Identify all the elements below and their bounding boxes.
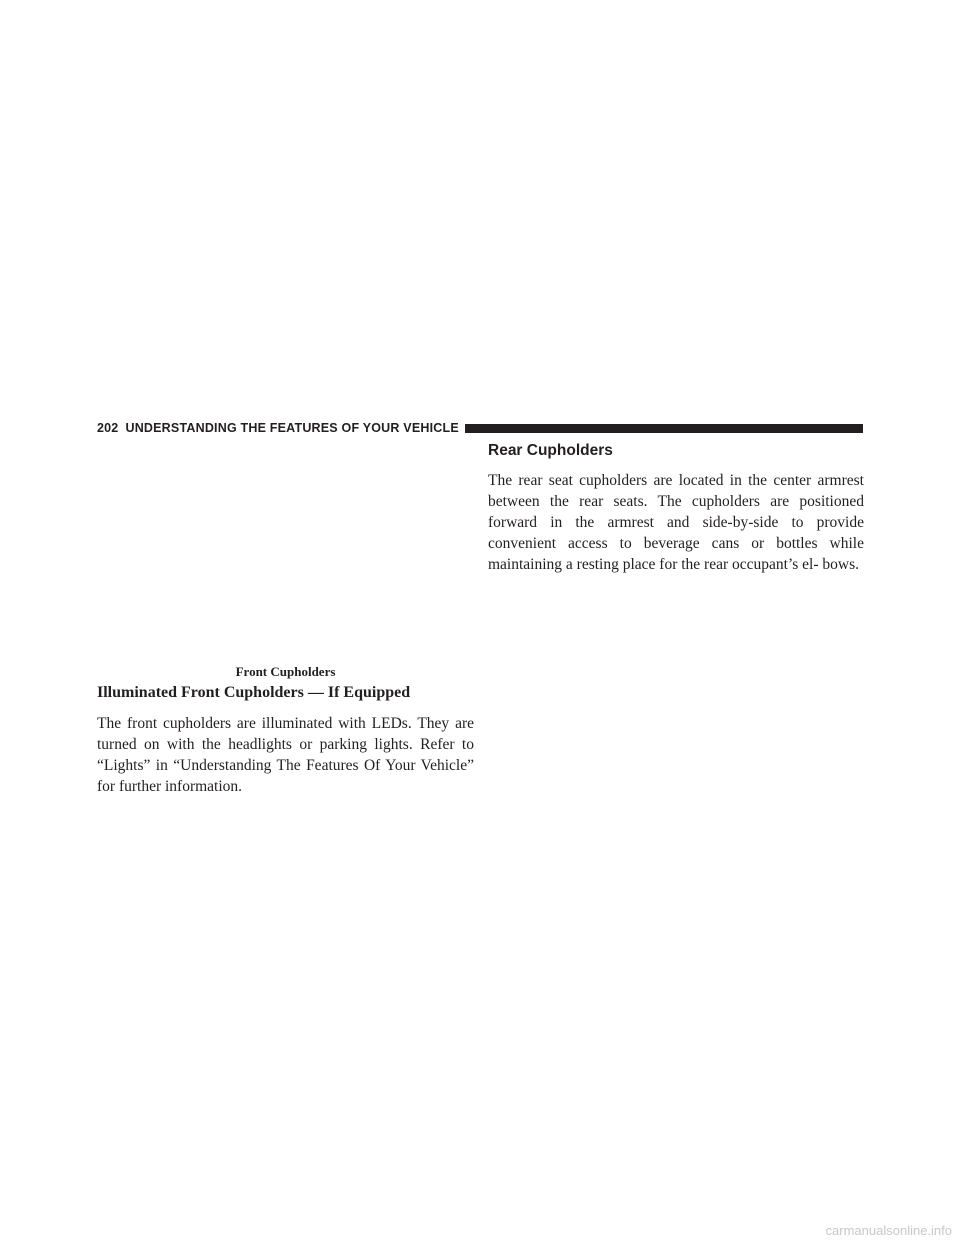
right-column	[488, 440, 864, 575]
rear-cupholders-paragraph: The rear seat cupholders are located in the center armrest between the rear seats. The cupholders are positioned forward in the armrest and side-by-side to provide convenient access to beverage cans or bottles while maintaining a resting place for the rear occupant’s el- bows.	[488, 472, 864, 573]
rear-cupholders-heading: Rear Cupholders	[488, 442, 613, 459]
watermark-link[interactable]: carmanualsonline.info	[825, 1223, 952, 1238]
header-rule	[465, 424, 863, 433]
figure-caption: Front Cupholders	[235, 664, 336, 679]
page-header	[97, 418, 863, 438]
page-number: 202	[97, 421, 119, 435]
section-title: UNDERSTANDING THE FEATURES OF YOUR VEHICLE	[125, 421, 459, 435]
illuminated-cupholders-heading: Illuminated Front Cupholders — If Equipped	[97, 684, 411, 701]
illuminated-cupholders-paragraph: The front cupholders are illuminated with LEDs. They are turned on with the headlights or parking lights. Refer to “Lights” in “Understanding The Features Of Your Vehicle” for further information.	[97, 715, 474, 795]
left-column	[97, 440, 474, 797]
front-cupholders-figure	[97, 440, 474, 662]
